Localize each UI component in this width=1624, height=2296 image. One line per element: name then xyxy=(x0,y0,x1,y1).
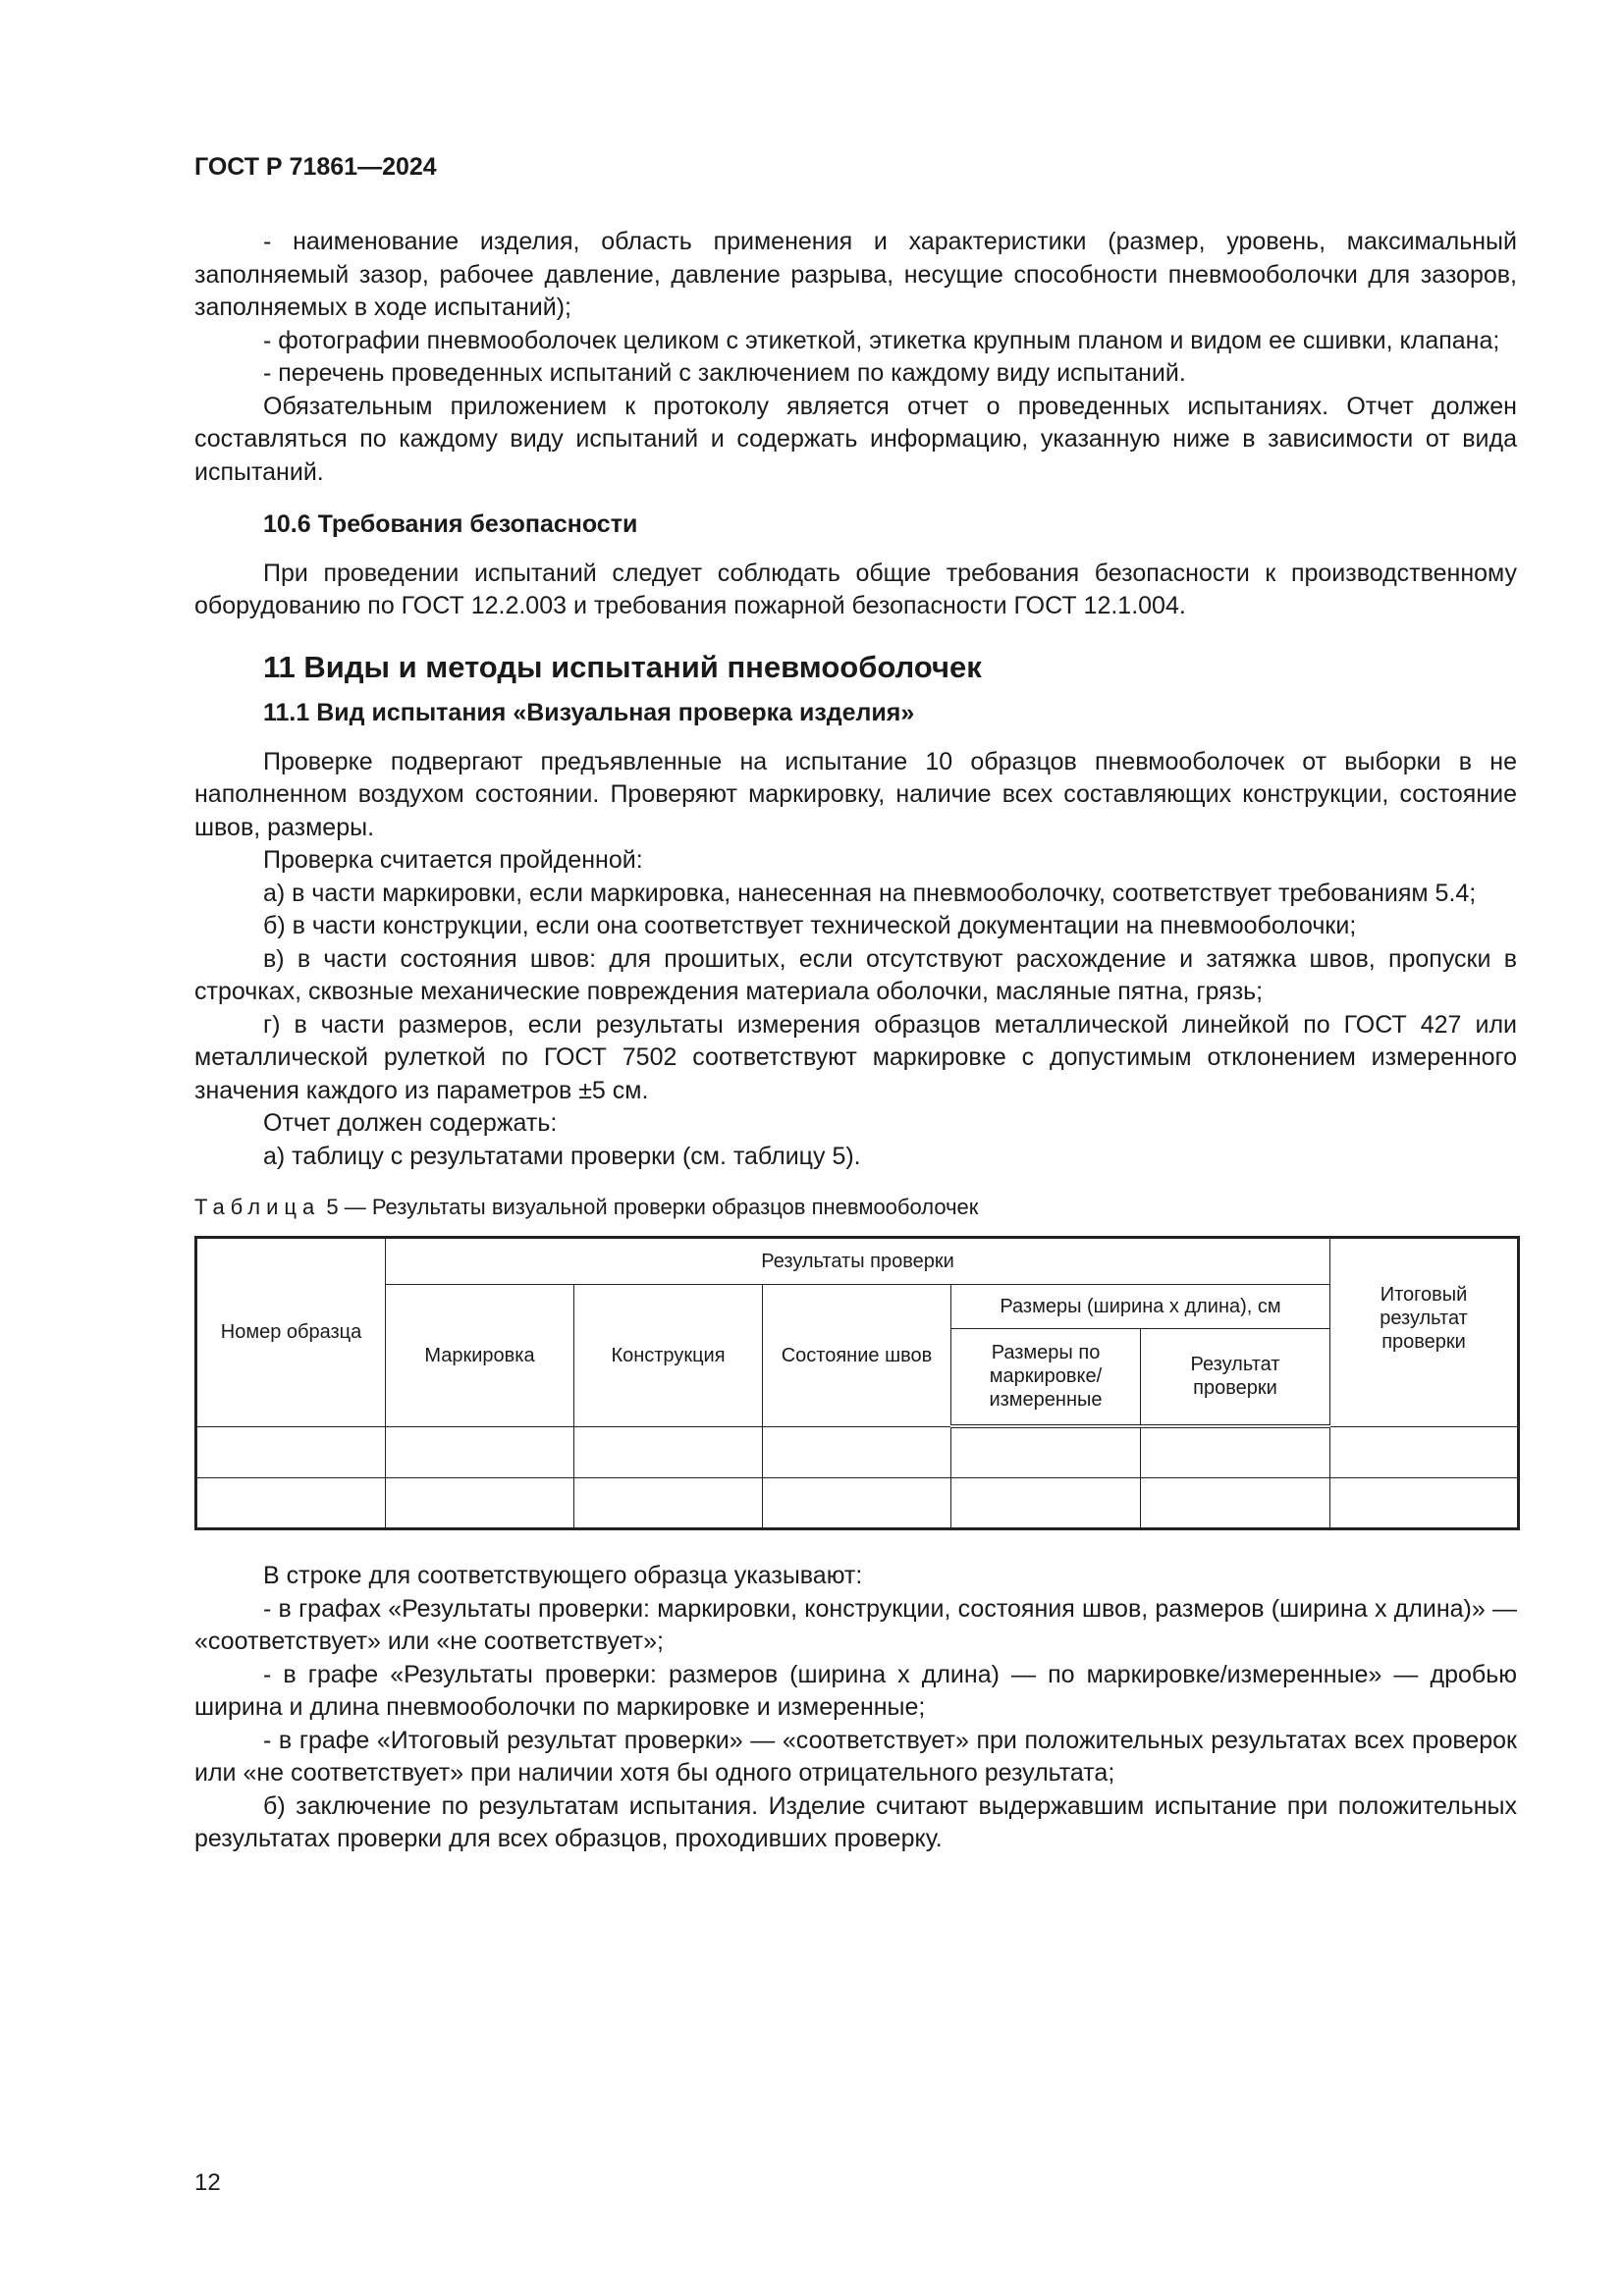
paragraph: в) в части состояния швов: для прошитых, если отсутствуют расхождение и затяжка швов, пропуски в строчках, сквозные механические повреждения материала оболочки, масляные пятна, грязь; xyxy=(194,944,1517,1005)
table-row xyxy=(196,1426,1519,1478)
column-header: Маркировка xyxy=(386,1284,574,1426)
section-heading-10-6: 10.6 Требования безопасности xyxy=(263,510,638,538)
column-group-header: Результаты проверки xyxy=(386,1237,1330,1284)
table-caption: Таблица 5 — Результаты визуальной проверки образцов пневмооболочек xyxy=(194,1195,979,1219)
paragraph: - перечень проведенных испытаний с заключением по каждому виду испытаний. xyxy=(263,359,1186,387)
column-header: Результат проверки xyxy=(1141,1328,1330,1426)
column-group-header: Размеры (ширина х длина), см xyxy=(951,1284,1330,1328)
paragraph: а) в части маркировки, если маркировка, нанесенная на пневмооболочку, соответствует требованиям 5.4; xyxy=(263,879,1477,907)
document-header: ГОСТ Р 71861—2024 xyxy=(194,153,437,181)
column-header: Состояние швов xyxy=(763,1284,951,1426)
section-heading-11: 11 Виды и методы испытаний пневмооболочек xyxy=(263,649,982,684)
paragraph: - наименование изделия, область применения и характеристики (размер, уровень, максимальный заполняемый зазор, рабочее давление, давление разрыва, несущие способности пневмооболочки для зазоров, заполняемых в ходе испытаний); xyxy=(194,228,1517,321)
document-body xyxy=(194,226,1517,1856)
paragraph: Проверка считается пройденной: xyxy=(263,846,643,874)
paragraph: - фотографии пневмооболочек целиком с этикеткой, этикетка крупным планом и видом ее сшивки, клапана; xyxy=(263,326,1500,354)
paragraph: Отчет должен содержать: xyxy=(263,1109,558,1137)
paragraph: г) в части размеров, если результаты измерения образцов металлической линейкой по ГОСТ 427 или металлической рулеткой по ГОСТ 7502 соответствуют маркировке с допустимым отклонением измеренного значения каждого из параметров ±5 см. xyxy=(194,1010,1517,1104)
paragraph: - в графе «Итоговый результат проверки» — «соответствует» при положительных результатах всех проверок или «не соответствует» при наличии хотя бы одного отрицательного результата; xyxy=(194,1726,1517,1787)
table-row xyxy=(196,1478,1519,1529)
results-table xyxy=(194,1236,1520,1531)
section-heading-11-1: 11.1 Вид испытания «Визуальная проверка изделия» xyxy=(263,699,915,726)
paragraph: а) таблицу с результатами проверки (см. таблицу 5). xyxy=(263,1142,861,1170)
page-number: 12 xyxy=(194,2169,221,2196)
paragraph: При проведении испытаний следует соблюдать общие требования безопасности к производственному оборудованию по ГОСТ 12.2.003 и требования пожарной безопасности ГОСТ 12.1.004. xyxy=(194,559,1517,619)
paragraph: В строке для соответствующего образца указывают: xyxy=(263,1562,863,1589)
column-header: Итоговый результат проверки xyxy=(1330,1237,1519,1426)
paragraph: Обязательным приложением к протоколу является отчет о проведенных испытаниях. Отчет должен составляться по каждому виду испытаний и содержать информацию, указанную ниже в зависимости от вида испытаний. xyxy=(194,392,1517,486)
paragraph: - в графах «Результаты проверки: маркировки, конструкции, состояния швов, размеров (ширина х длина)» — «соответствует» или «не соответствует»; xyxy=(194,1594,1517,1655)
paragraph: Проверке подвергают предъявленные на испытание 10 образцов пневмооболочек от выборки в не наполненном воздухом состоянии. Проверяют маркировку, наличие всех составляющих конструкции, состояние швов, размеры. xyxy=(194,747,1517,841)
column-header: Размеры по маркировке/ измеренные xyxy=(951,1328,1141,1426)
paragraph: б) в части конструкции, если она соответствует технической документации на пневмооболочки; xyxy=(263,912,1357,939)
paragraph: б) заключение по результатам испытания. Изделие считают выдержавшим испытание при положительных результатах проверки для всех образцов, проходивших проверку. xyxy=(194,1791,1517,1852)
column-header: Номер образца xyxy=(196,1237,386,1426)
column-header: Конструкция xyxy=(574,1284,763,1426)
paragraph: - в графе «Результаты проверки: размеров (ширина х длина) — по маркировке/измеренные» — дробью ширина и длина пневмооболочки по маркировке и измеренные; xyxy=(194,1660,1517,1721)
